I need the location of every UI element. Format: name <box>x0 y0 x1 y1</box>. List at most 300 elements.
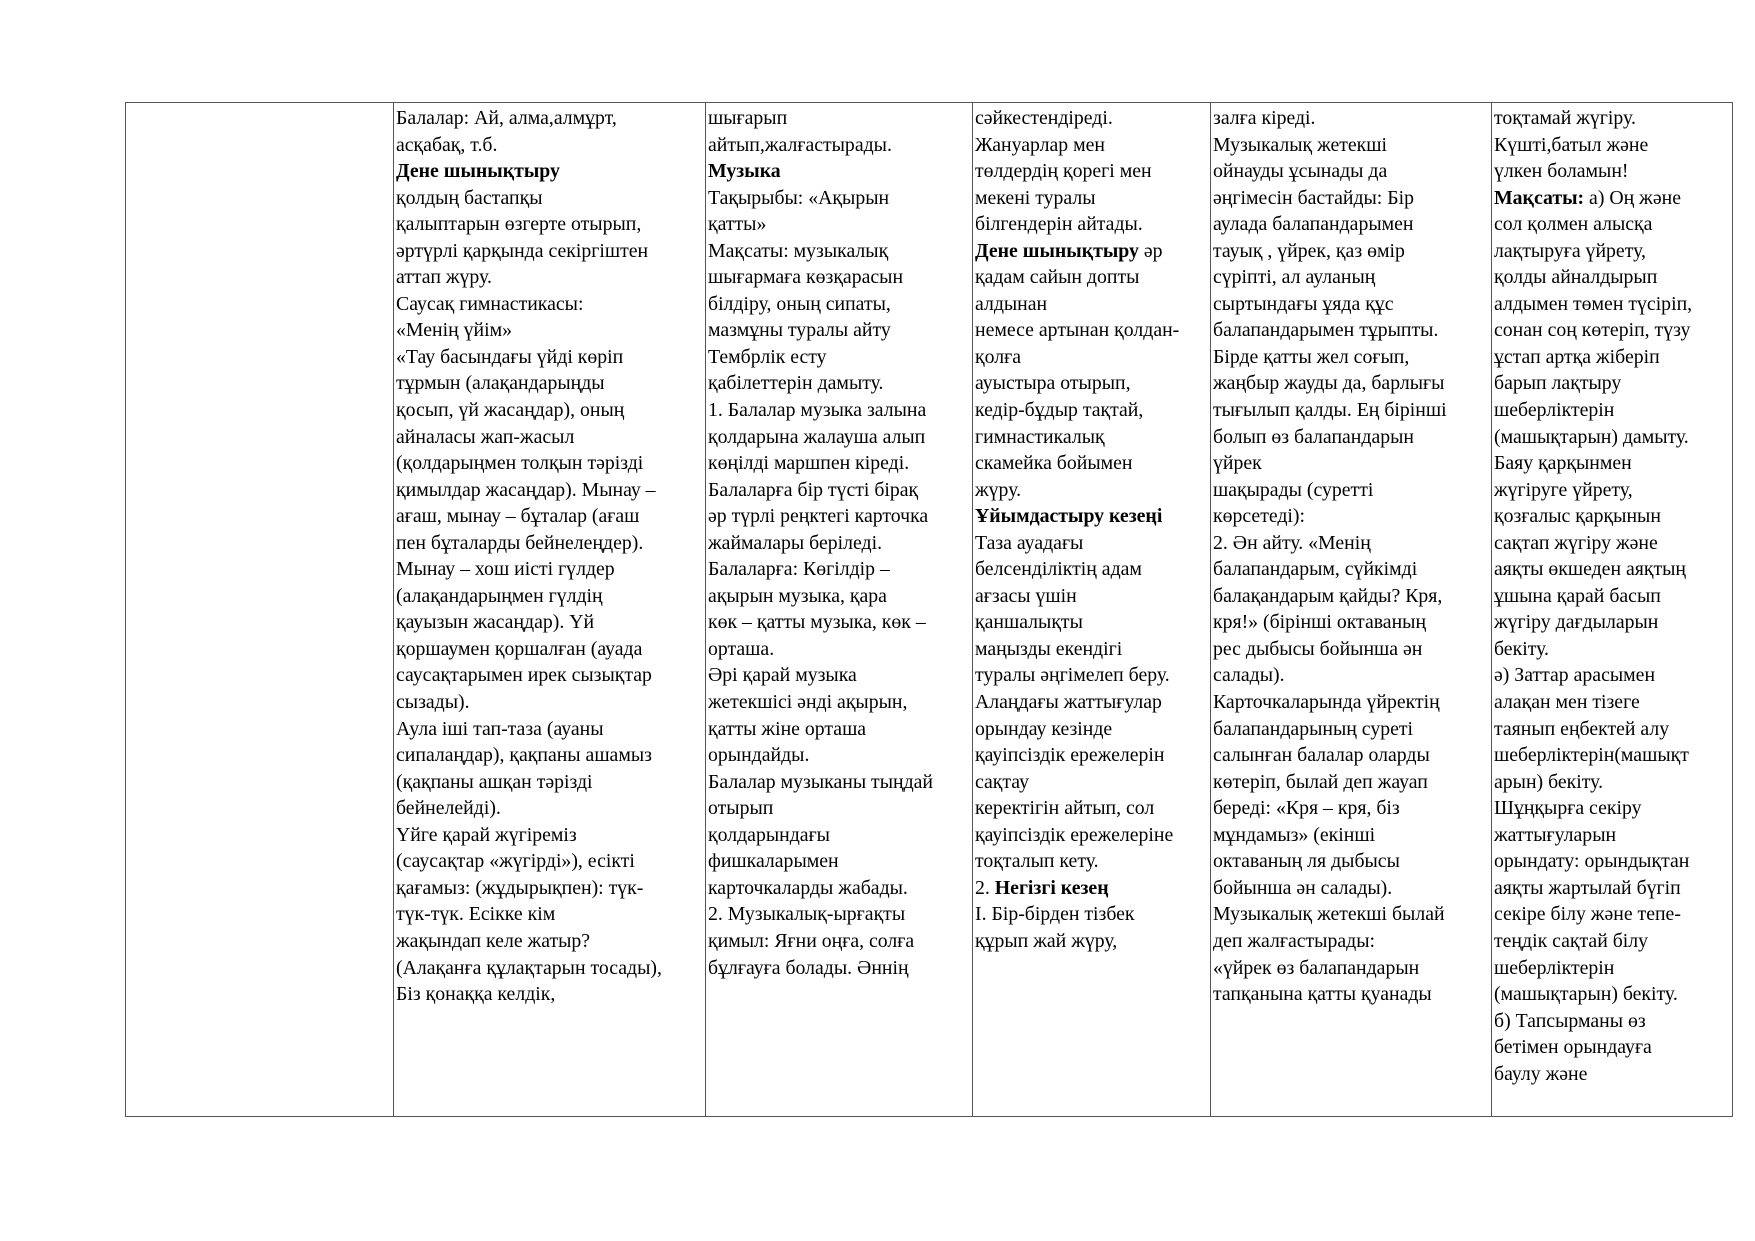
text-line <box>1494 317 1734 344</box>
text-line <box>708 662 972 689</box>
text-line <box>1213 185 1491 212</box>
line-text: отырып <box>708 797 774 820</box>
text-line <box>1213 556 1491 583</box>
line-text: Біз қонаққа келдік, <box>396 983 556 1006</box>
line-text: қолды айналдырып <box>1494 266 1658 289</box>
line-text: балақандарым қайды? Кря, <box>1213 584 1443 607</box>
line-text: ұстап артқа жіберіп <box>1494 345 1660 368</box>
line-text: (Алақанға құлақтарын тосады), <box>396 956 662 979</box>
line-text: үлкен боламын! <box>1494 160 1629 183</box>
text-line <box>396 689 705 716</box>
line-text: алақан мен тізеге <box>1494 691 1640 714</box>
line-text: тапқанына қатты қуанады <box>1213 983 1432 1006</box>
line-text: балапандарым, сүйкімді <box>1213 558 1418 581</box>
line-text: айтып,жалғастырады. <box>708 133 892 156</box>
line-text: қосып, үй жасаңдар), оның <box>396 399 625 422</box>
line-text: Карточкаларында үйректің <box>1213 691 1440 714</box>
line-text: қауызын жасаңдар). Үй <box>396 611 595 634</box>
text-line <box>396 928 705 955</box>
text-line <box>1494 848 1734 875</box>
line-text: ә) Заттар арасымен <box>1494 664 1656 687</box>
line-text: залға кіреді. <box>1213 107 1316 129</box>
line-text: білгендерін айтады. <box>975 213 1143 236</box>
bold-heading: Музыка <box>708 160 781 183</box>
line-text: немесе артынан қолдан- <box>975 319 1180 342</box>
text-line <box>396 105 705 132</box>
text-line <box>396 636 705 663</box>
text-line <box>396 662 705 689</box>
line-text: Жануарлар мен <box>975 133 1106 156</box>
text-line <box>1494 158 1734 185</box>
text-line <box>396 981 705 1008</box>
text-line <box>396 211 705 238</box>
line-text: көңілді маршпен кіреді. <box>708 452 910 475</box>
line-text: болып өз балапандарын <box>1213 425 1415 448</box>
line-text: саусақтарымен ирек сызықтар <box>396 664 652 687</box>
text-line <box>708 636 972 663</box>
line-text: тығылып қалды. Ең бірінші <box>1213 399 1447 422</box>
text-line <box>708 795 972 822</box>
text-line <box>1494 901 1734 928</box>
line-text: қауіпсіздік ережелерін <box>975 744 1165 767</box>
line-text: Шұңқырға секіру <box>1494 797 1642 820</box>
line-text: секіре білу және тепе- <box>1494 903 1681 926</box>
line-text: белсенділіктің адам <box>975 558 1142 581</box>
line-text: фишкаларымен <box>708 850 839 873</box>
line-text: Саусақ гимнастикасы: <box>396 292 584 315</box>
line-text: мазмұны туралы айту <box>708 319 891 342</box>
line-text: шығарып <box>708 107 788 129</box>
text-line <box>1213 105 1491 132</box>
text-line <box>396 848 705 875</box>
line-text: ағаш, мынау – бұталар (ағаш <box>396 505 640 528</box>
text-line <box>1213 264 1491 291</box>
line-text: жүгіруге үйрету, <box>1494 478 1633 501</box>
line-text: (алақандарыңмен гүлдің <box>396 584 603 607</box>
line-text: асқабақ, т.б. <box>396 133 498 156</box>
text-line <box>396 424 705 451</box>
line-text: (қақпаны ашқан тәрізді <box>396 770 593 793</box>
text-line <box>708 450 972 477</box>
bold-heading: Негізгі кезең <box>994 876 1109 899</box>
text-line <box>1494 185 1734 212</box>
line-text: айналасы жап-жасыл <box>396 425 575 448</box>
text-line <box>975 662 1210 689</box>
text-line <box>708 291 972 318</box>
text-line <box>396 503 705 530</box>
text-line <box>1494 477 1734 504</box>
line-text: бұлғауға болады. Әннің <box>708 956 909 979</box>
text-line <box>1213 238 1491 265</box>
text-line <box>1213 132 1491 159</box>
line-text: аттап жүру. <box>396 266 492 289</box>
text-line <box>708 822 972 849</box>
line-text: жетекшісі әнді ақырын, <box>708 691 908 714</box>
line-text: шеберліктерін <box>1494 399 1615 422</box>
text-line <box>975 795 1210 822</box>
text-line <box>708 132 972 159</box>
text-line <box>396 264 705 291</box>
line-text: жаттығуларын <box>1494 823 1617 846</box>
line-text: балапандарымен тұрыпты. <box>1213 319 1439 342</box>
text-line <box>1494 556 1734 583</box>
text-line <box>1494 238 1734 265</box>
text-line <box>975 264 1210 291</box>
text-line <box>708 530 972 557</box>
table-column-finger-gymnastics <box>393 103 705 1116</box>
text-line <box>708 583 972 610</box>
line-text: тоқталып кету. <box>975 850 1099 873</box>
text-line <box>975 636 1210 663</box>
line-text: сүріпті, ал ауланың <box>1213 266 1376 289</box>
line-text: қатты» <box>708 213 767 236</box>
text-line <box>708 742 972 769</box>
text-line <box>1494 211 1734 238</box>
table-column-music-game <box>1210 103 1491 1116</box>
line-text: Балалар музыканы тыңдай <box>708 770 934 793</box>
text-line <box>396 875 705 902</box>
line-text: І. Бір-бірден тізбек <box>975 903 1135 926</box>
text-line <box>396 132 705 159</box>
text-line <box>975 424 1210 451</box>
line-text-continued: а) Оң және <box>1584 186 1681 209</box>
text-line <box>1494 742 1734 769</box>
text-line <box>975 609 1210 636</box>
text-line <box>1494 636 1734 663</box>
line-text: қатты жіне орташа <box>708 717 867 740</box>
text-line <box>396 901 705 928</box>
text-line <box>708 556 972 583</box>
text-line <box>396 291 705 318</box>
line-text: береді: «Кря – кря, біз <box>1213 797 1400 820</box>
text-line <box>396 742 705 769</box>
line-text: жаңбыр жауды да, барлығы <box>1213 372 1445 395</box>
line-text: сонан соң көтеріп, түзу <box>1494 319 1691 342</box>
table-column-physical-education <box>972 103 1210 1116</box>
line-text: Мақсаты: музыкалық <box>708 239 889 262</box>
line-text: әртүрлі қарқында секіргіштен <box>396 239 649 262</box>
text-line <box>1494 609 1734 636</box>
text-line <box>708 769 972 796</box>
text-line <box>975 583 1210 610</box>
line-text: Тембрлік есту <box>708 345 827 368</box>
text-line <box>1213 503 1491 530</box>
text-line <box>1213 848 1491 875</box>
text-line <box>396 344 705 371</box>
text-line <box>1494 1061 1734 1088</box>
line-text: маңызды екендігі <box>975 637 1123 660</box>
line-text: кря!» (бірінші октаваның <box>1213 611 1427 634</box>
line-text-continued: әр <box>1138 239 1163 262</box>
text-line <box>1494 795 1734 822</box>
line-text: қағамыз: (жұдырықпен): түк- <box>396 876 644 899</box>
text-line <box>1213 158 1491 185</box>
text-line <box>396 450 705 477</box>
line-text: арын) бекіту. <box>1494 770 1604 793</box>
text-line <box>1494 132 1734 159</box>
line-text: Балаларға: Көгілдір – <box>708 558 890 581</box>
text-line <box>1213 795 1491 822</box>
line-text: 2. <box>975 876 995 899</box>
text-line <box>708 370 972 397</box>
line-text: қозғалыс қарқынын <box>1494 505 1661 528</box>
text-line <box>975 450 1210 477</box>
table-column-empty <box>126 103 393 1116</box>
line-text: сипалаңдар), қақпаны ашамыз <box>396 744 652 767</box>
text-line <box>708 264 972 291</box>
text-line <box>1494 875 1734 902</box>
line-text: қимыл: Яғни оңға, солға <box>708 929 915 952</box>
line-text: қолдарындағы <box>708 823 830 846</box>
line-text: Үйге қарай жүгіреміз <box>396 823 577 846</box>
line-text: шақырады (суретті <box>1213 478 1374 501</box>
line-text: Әрі қарай музыка <box>708 664 857 687</box>
line-text: салынған балалар оларды <box>1213 744 1430 767</box>
text-line <box>396 158 705 185</box>
line-text: қолдың бастапқы <box>396 186 543 209</box>
line-text: түк-түк. Есікке кім <box>396 903 556 926</box>
line-text: сәйкестендіреді. <box>975 107 1113 129</box>
text-line <box>396 530 705 557</box>
text-line <box>1213 928 1491 955</box>
text-line <box>1213 583 1491 610</box>
line-text: таянып еңбектей алу <box>1494 717 1670 740</box>
line-text: орындайды. <box>708 744 810 767</box>
line-text: көк – қатты музыка, көк – <box>708 611 926 634</box>
line-text: (машықтарын) бекіту. <box>1494 983 1678 1006</box>
line-text: бетімен орындауға <box>1494 1036 1652 1059</box>
line-text: бекіту. <box>1494 637 1549 660</box>
line-text: кедір-бұдыр тақтай, <box>975 399 1144 422</box>
text-line <box>1213 530 1491 557</box>
text-line <box>975 769 1210 796</box>
line-text: жүгіру дағдыларын <box>1494 611 1659 634</box>
text-line <box>1213 981 1491 1008</box>
line-text: сыртындағы ұяда құс <box>1213 292 1394 315</box>
text-line <box>708 185 972 212</box>
text-line <box>1213 609 1491 636</box>
line-text: (машықтарын) дамыту. <box>1494 425 1689 448</box>
line-text: қаншалықты <box>975 611 1083 634</box>
line-text: Алаңдағы жаттығулар <box>975 691 1162 714</box>
text-line <box>1494 105 1734 132</box>
text-line <box>1213 901 1491 928</box>
text-line <box>975 238 1210 265</box>
line-text: ойнауды ұсынады да <box>1213 160 1388 183</box>
text-line <box>975 105 1210 132</box>
line-text: жаймалары беріледі. <box>708 531 883 554</box>
line-text: алдынан <box>975 292 1048 315</box>
line-text: ауыстыра отырып, <box>975 372 1131 395</box>
line-text: қабілеттерін дамыту. <box>708 372 884 395</box>
table-column-music <box>705 103 972 1116</box>
line-text: көрсетеді): <box>1213 505 1306 528</box>
text-line <box>975 397 1210 424</box>
line-text: мұндамыз» (екінші <box>1213 823 1376 846</box>
line-text: көтеріп, былай деп жауап <box>1213 770 1428 793</box>
text-line <box>708 317 972 344</box>
text-line <box>975 503 1210 530</box>
text-line <box>1494 662 1734 689</box>
line-text: «үйрек өз балапандарын <box>1213 956 1420 979</box>
text-line <box>975 556 1210 583</box>
text-line <box>975 370 1210 397</box>
text-line <box>1213 370 1491 397</box>
line-text: салады). <box>1213 664 1285 687</box>
line-text: бейнелейді). <box>396 797 501 820</box>
text-line <box>396 185 705 212</box>
text-line <box>708 158 972 185</box>
text-line <box>708 928 972 955</box>
text-line <box>708 955 972 982</box>
text-line <box>708 689 972 716</box>
text-line <box>708 397 972 424</box>
text-line <box>1494 716 1734 743</box>
text-line <box>1213 822 1491 849</box>
text-line <box>1213 716 1491 743</box>
text-line <box>1213 424 1491 451</box>
line-text: орташа. <box>708 637 775 660</box>
text-line <box>975 344 1210 371</box>
text-line <box>975 901 1210 928</box>
text-line <box>1494 344 1734 371</box>
line-text: деп жалғастырады: <box>1213 929 1375 952</box>
line-text: Күшті,батыл және <box>1494 133 1649 156</box>
text-line <box>708 875 972 902</box>
text-line <box>975 928 1210 955</box>
line-text: баулу және <box>1494 1062 1588 1085</box>
text-line <box>1494 264 1734 291</box>
text-line <box>1213 955 1491 982</box>
text-line <box>396 556 705 583</box>
line-text: «Тау басындағы үйді көріп <box>396 345 624 368</box>
text-line <box>975 530 1210 557</box>
text-line <box>1213 344 1491 371</box>
text-line <box>1494 689 1734 716</box>
text-line <box>1213 689 1491 716</box>
text-line <box>1494 1008 1734 1035</box>
text-line <box>975 317 1210 344</box>
line-text: аулада балапандарымен <box>1213 213 1414 236</box>
line-text: Мынау – хош иісті гүлдер <box>396 558 615 581</box>
line-text: Тақырыбы: «Ақырын <box>708 186 890 209</box>
bold-heading: Дене шынықтыру <box>975 239 1139 262</box>
line-text: тоқтамай жүгіру. <box>1494 107 1636 129</box>
text-line <box>975 822 1210 849</box>
text-line <box>708 105 972 132</box>
line-text: әңгімесін бастайды: Бір <box>1213 186 1414 209</box>
text-line <box>1494 397 1734 424</box>
line-text: Музыкалық жетекші <box>1213 133 1388 156</box>
text-line <box>975 291 1210 318</box>
line-text: тұрмын (алақандарыңды <box>396 372 605 395</box>
bold-heading: Мақсаты: <box>1494 186 1585 209</box>
text-line <box>1494 503 1734 530</box>
line-text: октаваның ля дыбысы <box>1213 850 1400 873</box>
line-text: сақтау <box>975 770 1029 793</box>
line-text: Музыкалық жетекші былай <box>1213 903 1445 926</box>
line-text: (саусақтар «жүгірді»), есікті <box>396 850 635 873</box>
text-line <box>396 795 705 822</box>
line-text: сол қолмен алысқа <box>1494 213 1653 236</box>
text-line <box>708 716 972 743</box>
line-text: ұшына қарай басып <box>1494 584 1661 607</box>
line-text: орындау кезінде <box>975 717 1113 740</box>
lesson-plan-table <box>125 102 1733 1117</box>
text-line <box>1213 769 1491 796</box>
text-line <box>1494 822 1734 849</box>
line-text: төлдердің қорегі мен <box>975 160 1152 183</box>
line-text: сақтап жүгіру және <box>1494 531 1658 554</box>
line-text: Балалар: Ай, алма,алмұрт, <box>396 107 617 129</box>
line-text: шығармаға көзқарасын <box>708 266 904 289</box>
text-line <box>1213 397 1491 424</box>
text-line <box>1213 875 1491 902</box>
text-line <box>975 185 1210 212</box>
text-line <box>708 211 972 238</box>
text-line <box>1213 662 1491 689</box>
text-line <box>1494 370 1734 397</box>
text-line <box>396 716 705 743</box>
line-text: Таза ауадағы <box>975 531 1084 554</box>
line-text: «Менің үйім» <box>396 319 512 342</box>
line-text: аяқты жартылай бүгіп <box>1494 876 1681 899</box>
line-text: гимнастикалық <box>975 425 1105 448</box>
text-line <box>1213 317 1491 344</box>
text-line <box>1213 636 1491 663</box>
text-line <box>975 477 1210 504</box>
line-text: бойынша ән салады). <box>1213 876 1393 899</box>
line-text: білдіру, оның сипаты, <box>708 292 891 315</box>
line-text: үйрек <box>1213 452 1262 475</box>
line-text: Баяу қарқынмен <box>1494 452 1632 475</box>
line-text: балапандарының суреті <box>1213 717 1414 740</box>
text-line <box>396 477 705 504</box>
line-text: қоршаумен қоршалған (ауада <box>396 637 643 660</box>
line-text: қолға <box>975 345 1022 368</box>
line-text: жүру. <box>975 478 1022 501</box>
text-line <box>1494 530 1734 557</box>
text-line <box>708 477 972 504</box>
text-line <box>708 848 972 875</box>
bold-heading: Ұйымдастыру кезеңі <box>975 505 1163 528</box>
text-line <box>1494 450 1734 477</box>
table-column-objectives <box>1491 103 1734 1116</box>
text-line <box>1494 981 1734 1008</box>
line-text: карточкаларды жабады. <box>708 876 908 899</box>
text-line <box>975 132 1210 159</box>
line-text: қалыптарын өзгерте отырып, <box>396 213 642 236</box>
text-line <box>1213 450 1491 477</box>
text-line <box>396 609 705 636</box>
line-text: аяқты өкшеден аяқтың <box>1494 558 1687 581</box>
line-text: скамейка бойымен <box>975 452 1133 475</box>
line-text: тауық , үйрек, қаз өмір <box>1213 239 1405 262</box>
text-line <box>1494 291 1734 318</box>
line-text: 1. Балалар музыка залына <box>708 399 927 422</box>
text-line <box>975 211 1210 238</box>
text-line <box>975 742 1210 769</box>
line-text: теңдік сақтай білу <box>1494 929 1649 952</box>
text-line <box>1494 583 1734 610</box>
text-line <box>1213 211 1491 238</box>
text-line <box>1494 928 1734 955</box>
text-line <box>396 238 705 265</box>
text-line <box>1494 1034 1734 1061</box>
line-text: құрып жай жүру, <box>975 929 1118 952</box>
text-line <box>1213 291 1491 318</box>
line-text: мекені туралы <box>975 186 1096 209</box>
